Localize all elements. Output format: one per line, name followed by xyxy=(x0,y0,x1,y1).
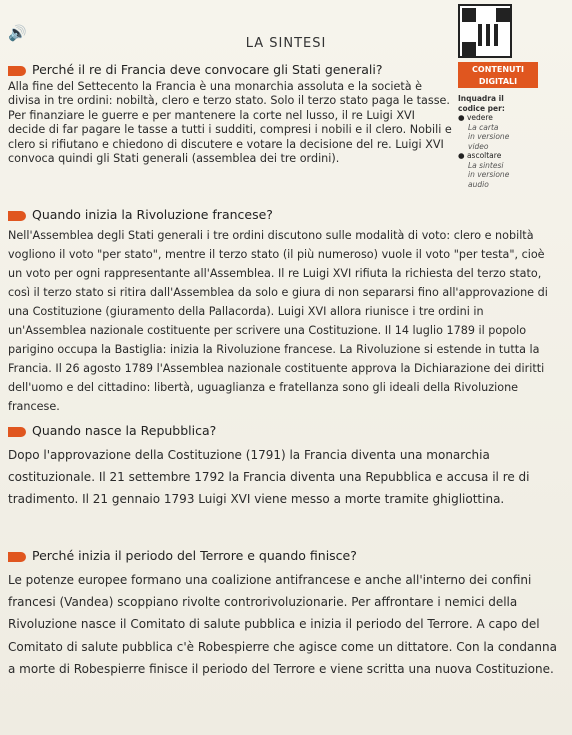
qr-code xyxy=(458,4,512,58)
badge-line-1: CONTENUTI xyxy=(472,65,524,74)
bullet-marker xyxy=(8,66,26,76)
sidebar-subheading: codice per: xyxy=(458,103,505,113)
sidebar-heading: Inquadra il xyxy=(458,94,504,103)
page-title: LA SINTESI xyxy=(245,36,327,51)
sidebar-item-audio: audio xyxy=(468,179,489,189)
bullet-marker xyxy=(8,552,26,562)
sidebar-item-ascoltare: ● ascoltare xyxy=(458,151,502,160)
question-heading-3 xyxy=(8,423,216,438)
digital-content-sidebar xyxy=(458,94,558,189)
answer-paragraph-2: Nell'Assemblea degli Stati generali i tre ordini discutono sulle modalità di voto: clero e nobiltà vogliono il voto "per stato", mentre il terzo stato (il più numeroso) vuole il voto "per testa", cioè un voto per ogni rappresentante all'Assemblea. Il re Luigi XVI rifiuta la richiesta del terzo stato, così il terzo stato si ritira dall'Assemblea da solo e giura di non separarsi fino all'approvazione di una Costituzione (giuramento della Pallacorda). Luigi XVI allora riunisce i tre ordini in un'Assemblea nazionale costituente per scrivere una Costituzione. Il 14 luglio 1789 il popolo parigino occupa la Bastiglia: inizia la Rivoluzione francese. La Rivoluzione si estende in tutta la Francia. Il 26 agosto 1789 l'Assemblea nazionale costituente approva la Dichiarazione dei diritti dell'uomo e del cittadino: libertà, uguaglianza e fratellanza sono gli ideali della Rivoluzione francese. xyxy=(8,229,548,413)
answer-paragraph-4: Le potenze europee formano una coalizione antifrancese e anche all'interno dei confini francesi (Vandea) scoppiano rivolte controrivoluzionarie. Per affrontare i nemici della Rivoluzione nasce il Comitato di salute pubblica e inizia il periodo del Terrore. A capo del Comitato di salute pubblica c'è Robespierre che agisce come un dittatore. Con la condanna a morte di Robespierre finisce il periodo del Terrore e viene scritta una nuova Costituzione. xyxy=(8,573,557,676)
answer-paragraph-3: Dopo l'approvazione della Costituzione (1791) la Francia diventa una monarchia costituzionale. Il 21 settembre 1792 la Francia diventa una Repubblica e accusa il re di tradimento. Il 21 gennaio 1793 Luigi XVI viene messo a morte tramite ghigliottina. xyxy=(8,448,530,507)
question-text: Quando nasce la Repubblica? xyxy=(32,423,217,438)
audio-speaker-icon[interactable]: 🔊 xyxy=(8,24,27,42)
sidebar-item-versione-2: in versione xyxy=(468,170,510,179)
badge-line-2: DIGITALI xyxy=(478,77,518,86)
question-text: Quando inizia la Rivoluzione francese? xyxy=(32,207,273,222)
answer-paragraph-1: Alla fine del Settecento la Francia è una monarchia assoluta e la società è divisa in tre ordini: nobiltà, clero e terzo stato. Solo il terzo stato paga le tasse. Per finanziare le guerre e per mantenere la corte nel lusso, il re Luigi XVI decide di far pagare le tasse a tutti i sudditi, compresi i nobili e il clero. Nobili e clero si rifiutano e chiedono di discutere e votare la decisione del re. Luigi XVI convoca quindi gli Stati generali (assemblea dei tre ordini). xyxy=(8,80,452,166)
sidebar-item-carta: La carta xyxy=(468,122,499,132)
question-text: Perché il re di Francia deve convocare gli Stati generali? xyxy=(32,62,383,77)
question-heading-1 xyxy=(8,62,382,77)
bullet-marker xyxy=(8,211,26,221)
question-heading-2 xyxy=(8,207,273,222)
bullet-marker xyxy=(8,427,26,437)
digital-content-badge xyxy=(458,62,538,88)
sidebar-item-sintesi: La sintesi xyxy=(468,160,504,170)
sidebar-item-versione: in versione xyxy=(468,132,510,141)
sidebar-item-vedere: ● vedere xyxy=(458,113,493,122)
question-heading-4 xyxy=(8,548,357,563)
sidebar-item-video: video xyxy=(468,141,489,151)
question-text: Perché inizia il periodo del Terrore e quando finisce? xyxy=(32,548,357,563)
